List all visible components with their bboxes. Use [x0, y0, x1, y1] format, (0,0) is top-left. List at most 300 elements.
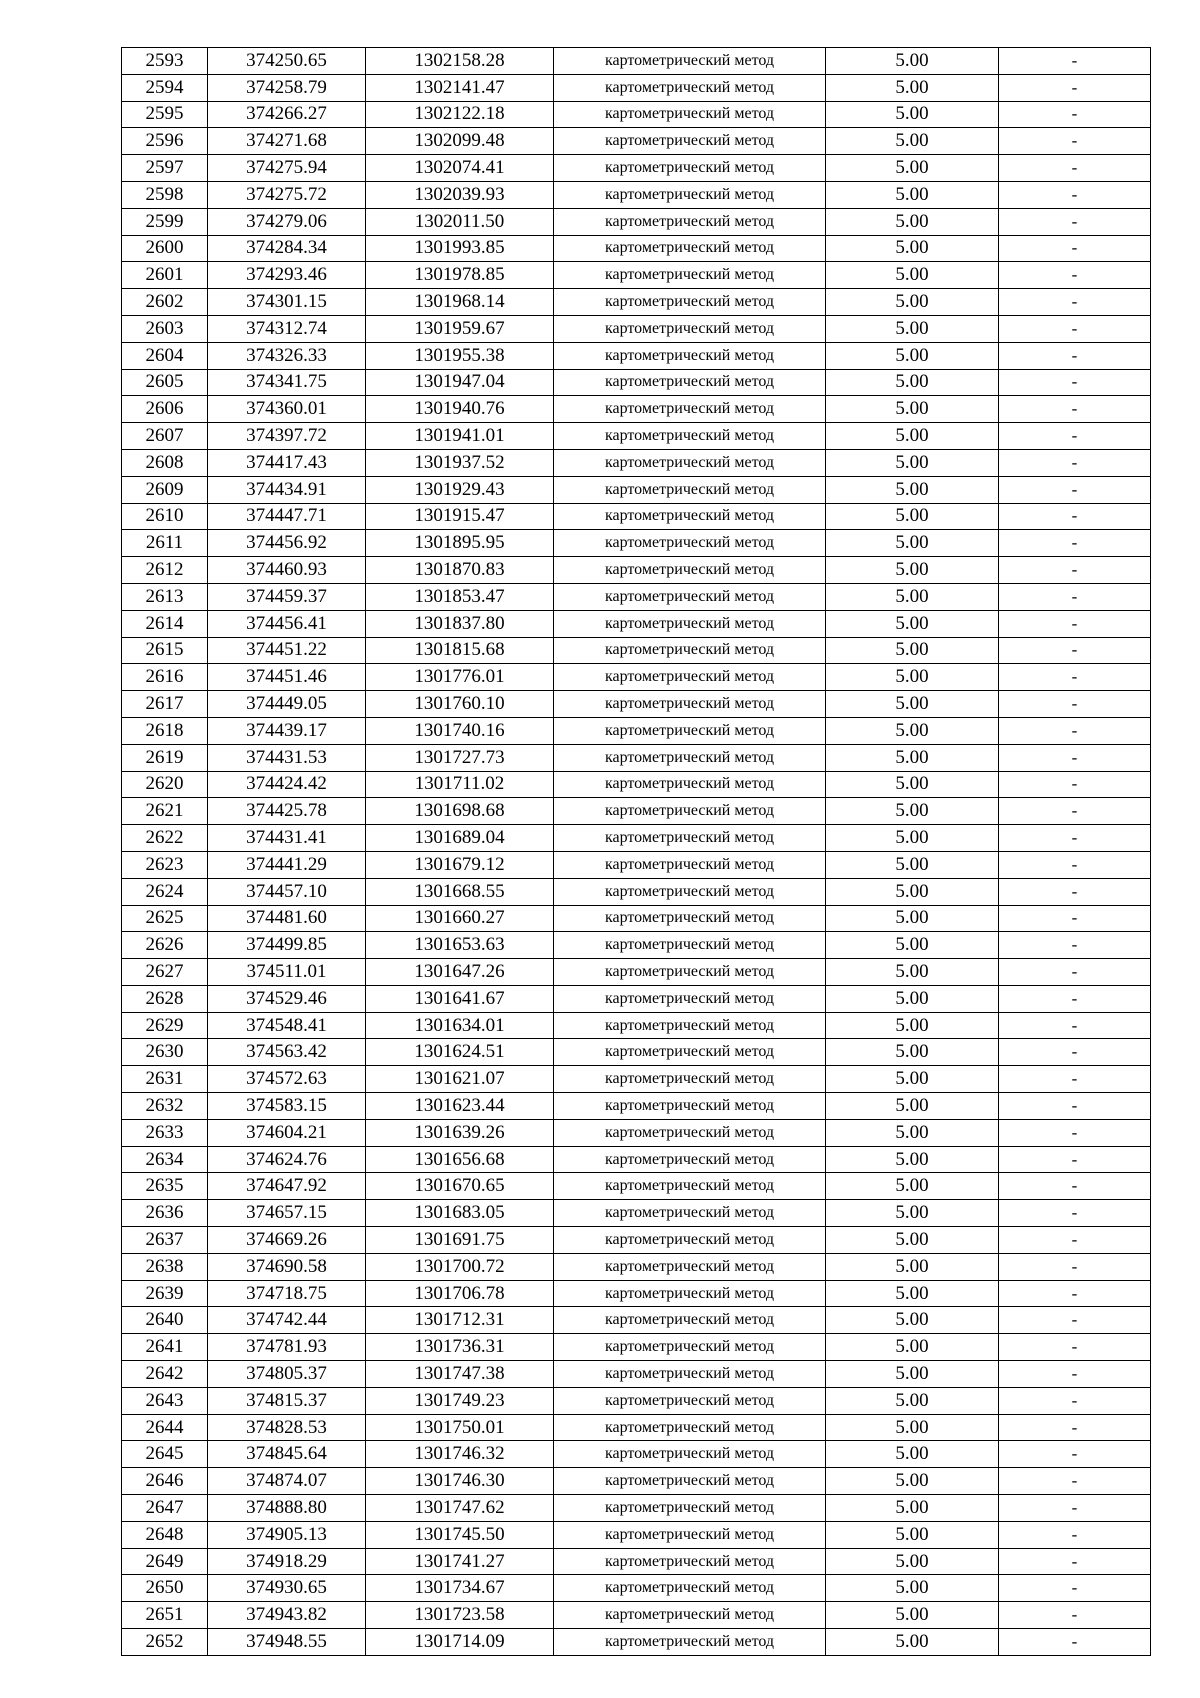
precision-cell: 5.00 [826, 530, 999, 557]
method-cell: картометрический метод [554, 798, 826, 825]
method-cell: картометрический метод [554, 530, 826, 557]
y-coordinate-cell: 1301660.27 [366, 905, 554, 932]
coordinates-table-body [122, 48, 1151, 1656]
table-row [122, 1548, 1151, 1575]
precision-cell: 5.00 [826, 1387, 999, 1414]
description-cell: - [999, 664, 1151, 691]
y-coordinate-cell: 1301746.32 [366, 1441, 554, 1468]
description-cell: - [999, 1146, 1151, 1173]
point-number-cell: 2639 [122, 1280, 208, 1307]
description-cell: - [999, 1468, 1151, 1495]
method-cell: картометрический метод [554, 664, 826, 691]
description-cell: - [999, 1387, 1151, 1414]
point-number-cell: 2650 [122, 1575, 208, 1602]
x-coordinate-cell: 374874.07 [208, 1468, 366, 1495]
point-number-cell: 2610 [122, 503, 208, 530]
description-cell: - [999, 262, 1151, 289]
y-coordinate-cell: 1301745.50 [366, 1521, 554, 1548]
x-coordinate-cell: 374431.53 [208, 744, 366, 771]
y-coordinate-cell: 1301698.68 [366, 798, 554, 825]
table-row [122, 181, 1151, 208]
precision-cell: 5.00 [826, 289, 999, 316]
table-row [122, 396, 1151, 423]
y-coordinate-cell: 1301747.38 [366, 1361, 554, 1388]
x-coordinate-cell: 374657.15 [208, 1200, 366, 1227]
table-row [122, 155, 1151, 182]
precision-cell: 5.00 [826, 1521, 999, 1548]
precision-cell: 5.00 [826, 825, 999, 852]
precision-cell: 5.00 [826, 771, 999, 798]
table-row [122, 851, 1151, 878]
point-number-cell: 2636 [122, 1200, 208, 1227]
description-cell: - [999, 825, 1151, 852]
description-cell: - [999, 396, 1151, 423]
precision-cell: 5.00 [826, 235, 999, 262]
point-number-cell: 2603 [122, 315, 208, 342]
method-cell: картометрический метод [554, 396, 826, 423]
precision-cell: 5.00 [826, 1227, 999, 1254]
y-coordinate-cell: 1301639.26 [366, 1119, 554, 1146]
method-cell: картометрический метод [554, 1629, 826, 1656]
precision-cell: 5.00 [826, 1414, 999, 1441]
method-cell: картометрический метод [554, 1441, 826, 1468]
description-cell: - [999, 985, 1151, 1012]
x-coordinate-cell: 374943.82 [208, 1602, 366, 1629]
x-coordinate-cell: 374341.75 [208, 369, 366, 396]
y-coordinate-cell: 1301621.07 [366, 1066, 554, 1093]
table-row [122, 959, 1151, 986]
precision-cell: 5.00 [826, 1629, 999, 1656]
precision-cell: 5.00 [826, 717, 999, 744]
table-row [122, 664, 1151, 691]
table-row [122, 1227, 1151, 1254]
x-coordinate-cell: 374301.15 [208, 289, 366, 316]
table-row [122, 1066, 1151, 1093]
description-cell: - [999, 851, 1151, 878]
precision-cell: 5.00 [826, 48, 999, 75]
table-row [122, 557, 1151, 584]
description-cell: - [999, 1602, 1151, 1629]
y-coordinate-cell: 1302074.41 [366, 155, 554, 182]
point-number-cell: 2618 [122, 717, 208, 744]
description-cell: - [999, 235, 1151, 262]
point-number-cell: 2638 [122, 1253, 208, 1280]
x-coordinate-cell: 374397.72 [208, 423, 366, 450]
point-number-cell: 2604 [122, 342, 208, 369]
x-coordinate-cell: 374690.58 [208, 1253, 366, 1280]
description-cell: - [999, 74, 1151, 101]
x-coordinate-cell: 374930.65 [208, 1575, 366, 1602]
method-cell: картометрический метод [554, 905, 826, 932]
method-cell: картометрический метод [554, 959, 826, 986]
y-coordinate-cell: 1301776.01 [366, 664, 554, 691]
table-row [122, 1012, 1151, 1039]
method-cell: картометрический метод [554, 1334, 826, 1361]
description-cell: - [999, 610, 1151, 637]
table-row [122, 530, 1151, 557]
table-row [122, 637, 1151, 664]
method-cell: картометрический метод [554, 342, 826, 369]
y-coordinate-cell: 1302122.18 [366, 101, 554, 128]
precision-cell: 5.00 [826, 315, 999, 342]
precision-cell: 5.00 [826, 155, 999, 182]
y-coordinate-cell: 1301747.62 [366, 1495, 554, 1522]
table-row [122, 476, 1151, 503]
description-cell: - [999, 798, 1151, 825]
precision-cell: 5.00 [826, 1146, 999, 1173]
x-coordinate-cell: 374548.41 [208, 1012, 366, 1039]
table-row [122, 1119, 1151, 1146]
table-row [122, 1173, 1151, 1200]
precision-cell: 5.00 [826, 396, 999, 423]
precision-cell: 5.00 [826, 1280, 999, 1307]
method-cell: картометрический метод [554, 74, 826, 101]
x-coordinate-cell: 374918.29 [208, 1548, 366, 1575]
y-coordinate-cell: 1301740.16 [366, 717, 554, 744]
x-coordinate-cell: 374266.27 [208, 101, 366, 128]
y-coordinate-cell: 1301870.83 [366, 557, 554, 584]
method-cell: картометрический метод [554, 1361, 826, 1388]
point-number-cell: 2652 [122, 1629, 208, 1656]
x-coordinate-cell: 374312.74 [208, 315, 366, 342]
x-coordinate-cell: 374449.05 [208, 691, 366, 718]
precision-cell: 5.00 [826, 1495, 999, 1522]
y-coordinate-cell: 1301668.55 [366, 878, 554, 905]
point-number-cell: 2625 [122, 905, 208, 932]
x-coordinate-cell: 374805.37 [208, 1361, 366, 1388]
y-coordinate-cell: 1301727.73 [366, 744, 554, 771]
description-cell: - [999, 1227, 1151, 1254]
method-cell: картометрический метод [554, 1575, 826, 1602]
x-coordinate-cell: 374604.21 [208, 1119, 366, 1146]
y-coordinate-cell: 1301623.44 [366, 1093, 554, 1120]
method-cell: картометрический метод [554, 583, 826, 610]
x-coordinate-cell: 374284.34 [208, 235, 366, 262]
point-number-cell: 2628 [122, 985, 208, 1012]
table-row [122, 771, 1151, 798]
x-coordinate-cell: 374271.68 [208, 128, 366, 155]
point-number-cell: 2608 [122, 449, 208, 476]
y-coordinate-cell: 1301968.14 [366, 289, 554, 316]
point-number-cell: 2644 [122, 1414, 208, 1441]
precision-cell: 5.00 [826, 208, 999, 235]
x-coordinate-cell: 374563.42 [208, 1039, 366, 1066]
x-coordinate-cell: 374529.46 [208, 985, 366, 1012]
method-cell: картометрический метод [554, 744, 826, 771]
point-number-cell: 2632 [122, 1093, 208, 1120]
y-coordinate-cell: 1301691.75 [366, 1227, 554, 1254]
y-coordinate-cell: 1301656.68 [366, 1146, 554, 1173]
precision-cell: 5.00 [826, 449, 999, 476]
table-row [122, 1280, 1151, 1307]
precision-cell: 5.00 [826, 798, 999, 825]
method-cell: картометрический метод [554, 1093, 826, 1120]
y-coordinate-cell: 1301955.38 [366, 342, 554, 369]
y-coordinate-cell: 1301714.09 [366, 1629, 554, 1656]
y-coordinate-cell: 1301915.47 [366, 503, 554, 530]
y-coordinate-cell: 1301712.31 [366, 1307, 554, 1334]
precision-cell: 5.00 [826, 878, 999, 905]
y-coordinate-cell: 1301711.02 [366, 771, 554, 798]
x-coordinate-cell: 374459.37 [208, 583, 366, 610]
x-coordinate-cell: 374481.60 [208, 905, 366, 932]
method-cell: картометрический метод [554, 1280, 826, 1307]
x-coordinate-cell: 374431.41 [208, 825, 366, 852]
description-cell: - [999, 1414, 1151, 1441]
method-cell: картометрический метод [554, 1066, 826, 1093]
method-cell: картометрический метод [554, 1146, 826, 1173]
x-coordinate-cell: 374451.46 [208, 664, 366, 691]
description-cell: - [999, 1521, 1151, 1548]
y-coordinate-cell: 1301760.10 [366, 691, 554, 718]
point-number-cell: 2647 [122, 1495, 208, 1522]
point-number-cell: 2612 [122, 557, 208, 584]
table-row [122, 235, 1151, 262]
precision-cell: 5.00 [826, 1253, 999, 1280]
point-number-cell: 2613 [122, 583, 208, 610]
description-cell: - [999, 878, 1151, 905]
description-cell: - [999, 1173, 1151, 1200]
point-number-cell: 2593 [122, 48, 208, 75]
table-row [122, 583, 1151, 610]
point-number-cell: 2616 [122, 664, 208, 691]
method-cell: картометрический метод [554, 315, 826, 342]
precision-cell: 5.00 [826, 1307, 999, 1334]
x-coordinate-cell: 374441.29 [208, 851, 366, 878]
table-row [122, 878, 1151, 905]
y-coordinate-cell: 1301993.85 [366, 235, 554, 262]
description-cell: - [999, 342, 1151, 369]
y-coordinate-cell: 1301641.67 [366, 985, 554, 1012]
point-number-cell: 2634 [122, 1146, 208, 1173]
precision-cell: 5.00 [826, 905, 999, 932]
x-coordinate-cell: 374845.64 [208, 1441, 366, 1468]
table-row [122, 798, 1151, 825]
x-coordinate-cell: 374647.92 [208, 1173, 366, 1200]
description-cell: - [999, 1039, 1151, 1066]
table-row [122, 825, 1151, 852]
table-row [122, 1200, 1151, 1227]
x-coordinate-cell: 374457.10 [208, 878, 366, 905]
y-coordinate-cell: 1301741.27 [366, 1548, 554, 1575]
description-cell: - [999, 932, 1151, 959]
precision-cell: 5.00 [826, 664, 999, 691]
precision-cell: 5.00 [826, 1119, 999, 1146]
x-coordinate-cell: 374451.22 [208, 637, 366, 664]
table-row [122, 1495, 1151, 1522]
point-number-cell: 2596 [122, 128, 208, 155]
point-number-cell: 2607 [122, 423, 208, 450]
precision-cell: 5.00 [826, 1468, 999, 1495]
table-row [122, 691, 1151, 718]
description-cell: - [999, 1066, 1151, 1093]
x-coordinate-cell: 374905.13 [208, 1521, 366, 1548]
y-coordinate-cell: 1301929.43 [366, 476, 554, 503]
x-coordinate-cell: 374499.85 [208, 932, 366, 959]
x-coordinate-cell: 374275.72 [208, 181, 366, 208]
method-cell: картометрический метод [554, 476, 826, 503]
precision-cell: 5.00 [826, 369, 999, 396]
y-coordinate-cell: 1301624.51 [366, 1039, 554, 1066]
table-row [122, 74, 1151, 101]
table-row [122, 1334, 1151, 1361]
description-cell: - [999, 717, 1151, 744]
x-coordinate-cell: 374828.53 [208, 1414, 366, 1441]
precision-cell: 5.00 [826, 932, 999, 959]
table-row [122, 1387, 1151, 1414]
point-number-cell: 2649 [122, 1548, 208, 1575]
description-cell: - [999, 1548, 1151, 1575]
precision-cell: 5.00 [826, 610, 999, 637]
precision-cell: 5.00 [826, 1575, 999, 1602]
point-number-cell: 2606 [122, 396, 208, 423]
description-cell: - [999, 1307, 1151, 1334]
table-row [122, 905, 1151, 932]
description-cell: - [999, 1280, 1151, 1307]
description-cell: - [999, 503, 1151, 530]
description-cell: - [999, 1361, 1151, 1388]
point-number-cell: 2645 [122, 1441, 208, 1468]
precision-cell: 5.00 [826, 959, 999, 986]
method-cell: картометрический метод [554, 717, 826, 744]
precision-cell: 5.00 [826, 476, 999, 503]
precision-cell: 5.00 [826, 181, 999, 208]
point-number-cell: 2605 [122, 369, 208, 396]
y-coordinate-cell: 1301736.31 [366, 1334, 554, 1361]
point-number-cell: 2619 [122, 744, 208, 771]
precision-cell: 5.00 [826, 691, 999, 718]
y-coordinate-cell: 1301683.05 [366, 1200, 554, 1227]
table-row [122, 1629, 1151, 1656]
description-cell: - [999, 905, 1151, 932]
x-coordinate-cell: 374434.91 [208, 476, 366, 503]
method-cell: картометрический метод [554, 1253, 826, 1280]
point-number-cell: 2640 [122, 1307, 208, 1334]
point-number-cell: 2631 [122, 1066, 208, 1093]
x-coordinate-cell: 374424.42 [208, 771, 366, 798]
table-row [122, 1602, 1151, 1629]
x-coordinate-cell: 374511.01 [208, 959, 366, 986]
precision-cell: 5.00 [826, 1361, 999, 1388]
table-row [122, 449, 1151, 476]
y-coordinate-cell: 1301853.47 [366, 583, 554, 610]
y-coordinate-cell: 1302158.28 [366, 48, 554, 75]
point-number-cell: 2599 [122, 208, 208, 235]
method-cell: картометрический метод [554, 155, 826, 182]
y-coordinate-cell: 1301706.78 [366, 1280, 554, 1307]
point-number-cell: 2601 [122, 262, 208, 289]
description-cell: - [999, 771, 1151, 798]
y-coordinate-cell: 1301634.01 [366, 1012, 554, 1039]
method-cell: картометрический метод [554, 1012, 826, 1039]
point-number-cell: 2624 [122, 878, 208, 905]
table-row [122, 423, 1151, 450]
description-cell: - [999, 1012, 1151, 1039]
description-cell: - [999, 1629, 1151, 1656]
table-row [122, 744, 1151, 771]
x-coordinate-cell: 374326.33 [208, 342, 366, 369]
x-coordinate-cell: 374250.65 [208, 48, 366, 75]
y-coordinate-cell: 1301978.85 [366, 262, 554, 289]
point-number-cell: 2609 [122, 476, 208, 503]
description-cell: - [999, 128, 1151, 155]
precision-cell: 5.00 [826, 583, 999, 610]
table-row [122, 1468, 1151, 1495]
precision-cell: 5.00 [826, 342, 999, 369]
x-coordinate-cell: 374572.63 [208, 1066, 366, 1093]
point-number-cell: 2621 [122, 798, 208, 825]
method-cell: картометрический метод [554, 449, 826, 476]
table-row [122, 1521, 1151, 1548]
point-number-cell: 2622 [122, 825, 208, 852]
point-number-cell: 2594 [122, 74, 208, 101]
point-number-cell: 2598 [122, 181, 208, 208]
method-cell: картометрический метод [554, 235, 826, 262]
y-coordinate-cell: 1301947.04 [366, 369, 554, 396]
description-cell: - [999, 476, 1151, 503]
x-coordinate-cell: 374425.78 [208, 798, 366, 825]
method-cell: картометрический метод [554, 1227, 826, 1254]
method-cell: картометрический метод [554, 208, 826, 235]
coordinates-table [121, 47, 1151, 1656]
point-number-cell: 2641 [122, 1334, 208, 1361]
table-row [122, 101, 1151, 128]
precision-cell: 5.00 [826, 557, 999, 584]
table-row [122, 1441, 1151, 1468]
precision-cell: 5.00 [826, 1602, 999, 1629]
method-cell: картометрический метод [554, 1119, 826, 1146]
method-cell: картометрический метод [554, 932, 826, 959]
y-coordinate-cell: 1302011.50 [366, 208, 554, 235]
point-number-cell: 2602 [122, 289, 208, 316]
description-cell: - [999, 959, 1151, 986]
method-cell: картометрический метод [554, 1414, 826, 1441]
description-cell: - [999, 1441, 1151, 1468]
x-coordinate-cell: 374417.43 [208, 449, 366, 476]
x-coordinate-cell: 374888.80 [208, 1495, 366, 1522]
method-cell: картометрический метод [554, 610, 826, 637]
method-cell: картометрический метод [554, 262, 826, 289]
method-cell: картометрический метод [554, 181, 826, 208]
y-coordinate-cell: 1301700.72 [366, 1253, 554, 1280]
table-row [122, 717, 1151, 744]
description-cell: - [999, 208, 1151, 235]
precision-cell: 5.00 [826, 74, 999, 101]
description-cell: - [999, 637, 1151, 664]
description-cell: - [999, 744, 1151, 771]
precision-cell: 5.00 [826, 744, 999, 771]
method-cell: картометрический метод [554, 1173, 826, 1200]
table-row [122, 1039, 1151, 1066]
method-cell: картометрический метод [554, 637, 826, 664]
precision-cell: 5.00 [826, 1012, 999, 1039]
point-number-cell: 2617 [122, 691, 208, 718]
precision-cell: 5.00 [826, 101, 999, 128]
x-coordinate-cell: 374948.55 [208, 1629, 366, 1656]
point-number-cell: 2651 [122, 1602, 208, 1629]
description-cell: - [999, 1334, 1151, 1361]
table-row [122, 1414, 1151, 1441]
precision-cell: 5.00 [826, 1066, 999, 1093]
precision-cell: 5.00 [826, 128, 999, 155]
table-row [122, 1253, 1151, 1280]
table-row [122, 48, 1151, 75]
method-cell: картометрический метод [554, 851, 826, 878]
description-cell: - [999, 101, 1151, 128]
y-coordinate-cell: 1301653.63 [366, 932, 554, 959]
description-cell: - [999, 155, 1151, 182]
precision-cell: 5.00 [826, 1548, 999, 1575]
